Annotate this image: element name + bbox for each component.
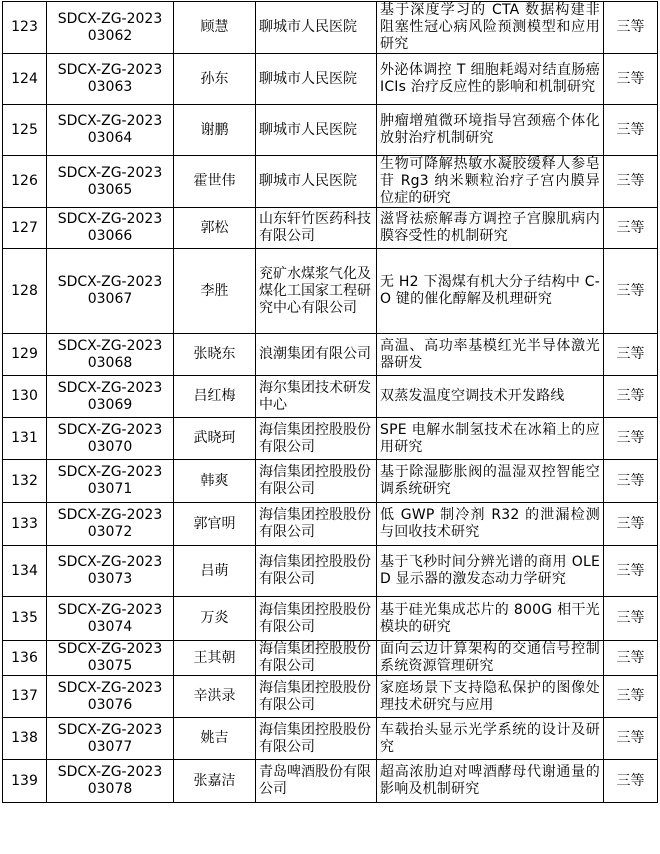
project-title: 肿瘤增殖微环境指导宫颈癌个体化放射治疗机制研究 [377,105,604,156]
project-code-number: 03063 [87,79,133,95]
project-title: 车载抬头显示光学系统的设计及研究 [377,718,604,760]
organization: 海信集团控股股份有限公司 [256,597,377,641]
project-title: 基于硅光集成芯片的 800G 相干光模块的研究 [377,597,604,641]
project-code-prefix: SDCX-ZG-2023 [57,464,163,480]
organization: 聊城市人民医院 [256,2,377,54]
project-code-number: 03069 [87,396,133,413]
awards-table [2,1,658,803]
project-code-prefix: SDCX-ZG-2023 [57,507,163,523]
project-title: 滋肾祛瘀解毒方调控子宫腺肌病内膜容受性的机制研究 [377,208,604,249]
row-number: 136 [3,641,47,676]
project-code [47,597,174,641]
project-code-number: 03073 [87,571,133,587]
row-number: 131 [3,418,47,460]
table-row [3,334,658,376]
award-level: 三等 [604,105,658,156]
row-number: 124 [3,54,47,105]
organization: 海信集团控股股份有限公司 [256,641,377,676]
person-name: 李胜 [174,249,256,334]
award-level: 三等 [604,641,658,676]
person-name: 王其朝 [174,641,256,676]
row-number: 132 [3,460,47,503]
table-row [3,760,658,803]
table-row [3,503,658,546]
person-name: 姚吉 [174,718,256,760]
project-code-prefix: SDCX-ZG-2023 [57,641,163,657]
project-code [47,156,174,208]
table-row [3,156,658,208]
award-level: 三等 [604,597,658,641]
project-title: 外泌体调控 T 细胞耗竭对结直肠癌 ICIs 治疗反应性的影响和机制研究 [377,54,604,105]
project-code [47,334,174,376]
project-code [47,641,174,676]
project-code [47,418,174,460]
organization: 海信集团控股股份有限公司 [256,503,377,546]
project-title: 超高浓肋迫对啤酒酵母代谢通量的影响及机制研究 [377,760,604,803]
project-code-number: 03072 [87,524,133,540]
awards-table-body [3,2,658,803]
project-code-number: 03068 [87,354,133,371]
project-code-number: 03066 [87,228,133,244]
person-name: 韩爽 [174,460,256,503]
award-level: 三等 [604,156,658,208]
table-row [3,208,658,249]
project-code-prefix: SDCX-ZG-2023 [57,274,163,290]
award-level: 三等 [604,208,658,249]
project-code-prefix: SDCX-ZG-2023 [57,601,163,618]
organization: 海信集团控股股份有限公司 [256,676,377,718]
table-row [3,418,658,460]
organization: 海信集团控股股份有限公司 [256,460,377,503]
table-row [3,249,658,334]
award-level: 三等 [604,334,658,376]
project-code [47,760,174,803]
row-number: 139 [3,760,47,803]
project-title: 基于飞秒时间分辨光谱的商用 OLED 显示器的激发态动力学研究 [377,546,604,597]
table-row [3,376,658,418]
project-code [47,208,174,249]
award-level: 三等 [604,718,658,760]
project-code [47,2,174,54]
project-title: 面向云边计算架构的交通信号控制系统资源管理研究 [377,641,604,676]
row-number: 126 [3,156,47,208]
project-code-prefix: SDCX-ZG-2023 [57,421,163,438]
person-name: 顾慧 [174,2,256,54]
project-code-prefix: SDCX-ZG-2023 [57,62,163,78]
row-number: 127 [3,208,47,249]
project-code [47,460,174,503]
organization: 聊城市人民医院 [256,54,377,105]
project-code-number: 03075 [87,658,133,674]
person-name: 张晓东 [174,334,256,376]
table-row [3,718,658,760]
project-code-number: 03064 [87,130,133,146]
award-level: 三等 [604,460,658,503]
project-code-prefix: SDCX-ZG-2023 [57,554,163,570]
organization: 青岛啤酒股份有限公司 [256,760,377,803]
award-level: 三等 [604,546,658,597]
person-name: 张嘉洁 [174,760,256,803]
award-level: 三等 [604,418,658,460]
person-name: 谢鹏 [174,105,256,156]
project-code-number: 03071 [87,481,133,497]
project-title: 基于深度学习的 CTA 数据构建非阻塞性冠心病风险预测模型和应用研究 [377,2,604,54]
award-level: 三等 [604,503,658,546]
project-code-number: 03078 [87,781,133,797]
organization: 海信集团控股股份有限公司 [256,718,377,760]
table-row [3,54,658,105]
project-code-prefix: SDCX-ZG-2023 [57,164,163,181]
project-code-number: 03076 [87,696,133,713]
project-title: 双蒸发温度空调技术开发路线 [377,376,604,418]
person-name: 郭松 [174,208,256,249]
person-name: 吕萌 [174,546,256,597]
project-code-number: 03062 [87,27,133,44]
project-code [47,376,174,418]
project-title: 低 GWP 制冷剂 R32 的泄漏检测与回收技术研究 [377,503,604,546]
organization: 浪潮集团有限公司 [256,334,377,376]
row-number: 128 [3,249,47,334]
award-level: 三等 [604,54,658,105]
person-name: 万炎 [174,597,256,641]
table-row [3,641,658,676]
project-code-number: 03074 [87,618,133,635]
organization: 海信集团控股股份有限公司 [256,418,377,460]
row-number: 133 [3,503,47,546]
organization: 海尔集团技术研发中心 [256,376,377,418]
project-code-number: 03077 [87,738,133,755]
organization: 海信集团控股股份有限公司 [256,546,377,597]
project-title: 无 H2 下渴煤有机大分子结构中 C-O 键的催化醇解及机理研究 [377,249,604,334]
row-number: 130 [3,376,47,418]
table-row [3,105,658,156]
project-code-number: 03070 [87,438,133,455]
project-code-prefix: SDCX-ZG-2023 [57,379,163,396]
project-code-number: 03067 [87,291,133,307]
organization: 聊城市人民医院 [256,105,377,156]
project-title: 家庭场景下支持隐私保护的图像处理技术研究与应用 [377,676,604,718]
project-code [47,105,174,156]
project-code [47,503,174,546]
project-code-prefix: SDCX-ZG-2023 [57,679,163,696]
project-code-prefix: SDCX-ZG-2023 [57,337,163,354]
award-level: 三等 [604,760,658,803]
project-code-prefix: SDCX-ZG-2023 [57,764,163,780]
project-code-prefix: SDCX-ZG-2023 [57,721,163,738]
organization: 山东轩竹医药科技有限公司 [256,208,377,249]
award-level: 三等 [604,249,658,334]
project-title: SPE 电解水制氢技术在冰箱上的应用研究 [377,418,604,460]
table-row [3,546,658,597]
person-name: 吕红梅 [174,376,256,418]
project-code [47,54,174,105]
project-code [47,249,174,334]
row-number: 134 [3,546,47,597]
project-code [47,546,174,597]
person-name: 孙东 [174,54,256,105]
project-code-prefix: SDCX-ZG-2023 [57,211,163,227]
award-level: 三等 [604,376,658,418]
project-code-prefix: SDCX-ZG-2023 [57,113,163,129]
project-code [47,676,174,718]
row-number: 138 [3,718,47,760]
project-code [47,718,174,760]
person-name: 郭官明 [174,503,256,546]
award-level: 三等 [604,676,658,718]
person-name: 武晓珂 [174,418,256,460]
table-row [3,676,658,718]
project-title: 高温、高功率基模红光半导体激光器研发 [377,334,604,376]
organization: 兖矿水煤浆气化及煤化工国家工程研究中心有限公司 [256,249,377,334]
project-code-number: 03065 [87,181,133,198]
table-row [3,2,658,54]
person-name: 霍世伟 [174,156,256,208]
project-title: 生物可降解热敏水凝胶缓释人参皂苷 Rg3 纳米颗粒治疗子宫内膜异位症的研究 [377,156,604,208]
row-number: 137 [3,676,47,718]
organization: 聊城市人民医院 [256,156,377,208]
row-number: 125 [3,105,47,156]
row-number: 129 [3,334,47,376]
project-title: 基于除湿膨胀阀的温湿双控智能空调系统研究 [377,460,604,503]
row-number: 123 [3,2,47,54]
table-row [3,597,658,641]
award-level: 三等 [604,2,658,54]
person-name: 辛洪录 [174,676,256,718]
table-row [3,460,658,503]
project-code-prefix: SDCX-ZG-2023 [57,10,163,27]
row-number: 135 [3,597,47,641]
